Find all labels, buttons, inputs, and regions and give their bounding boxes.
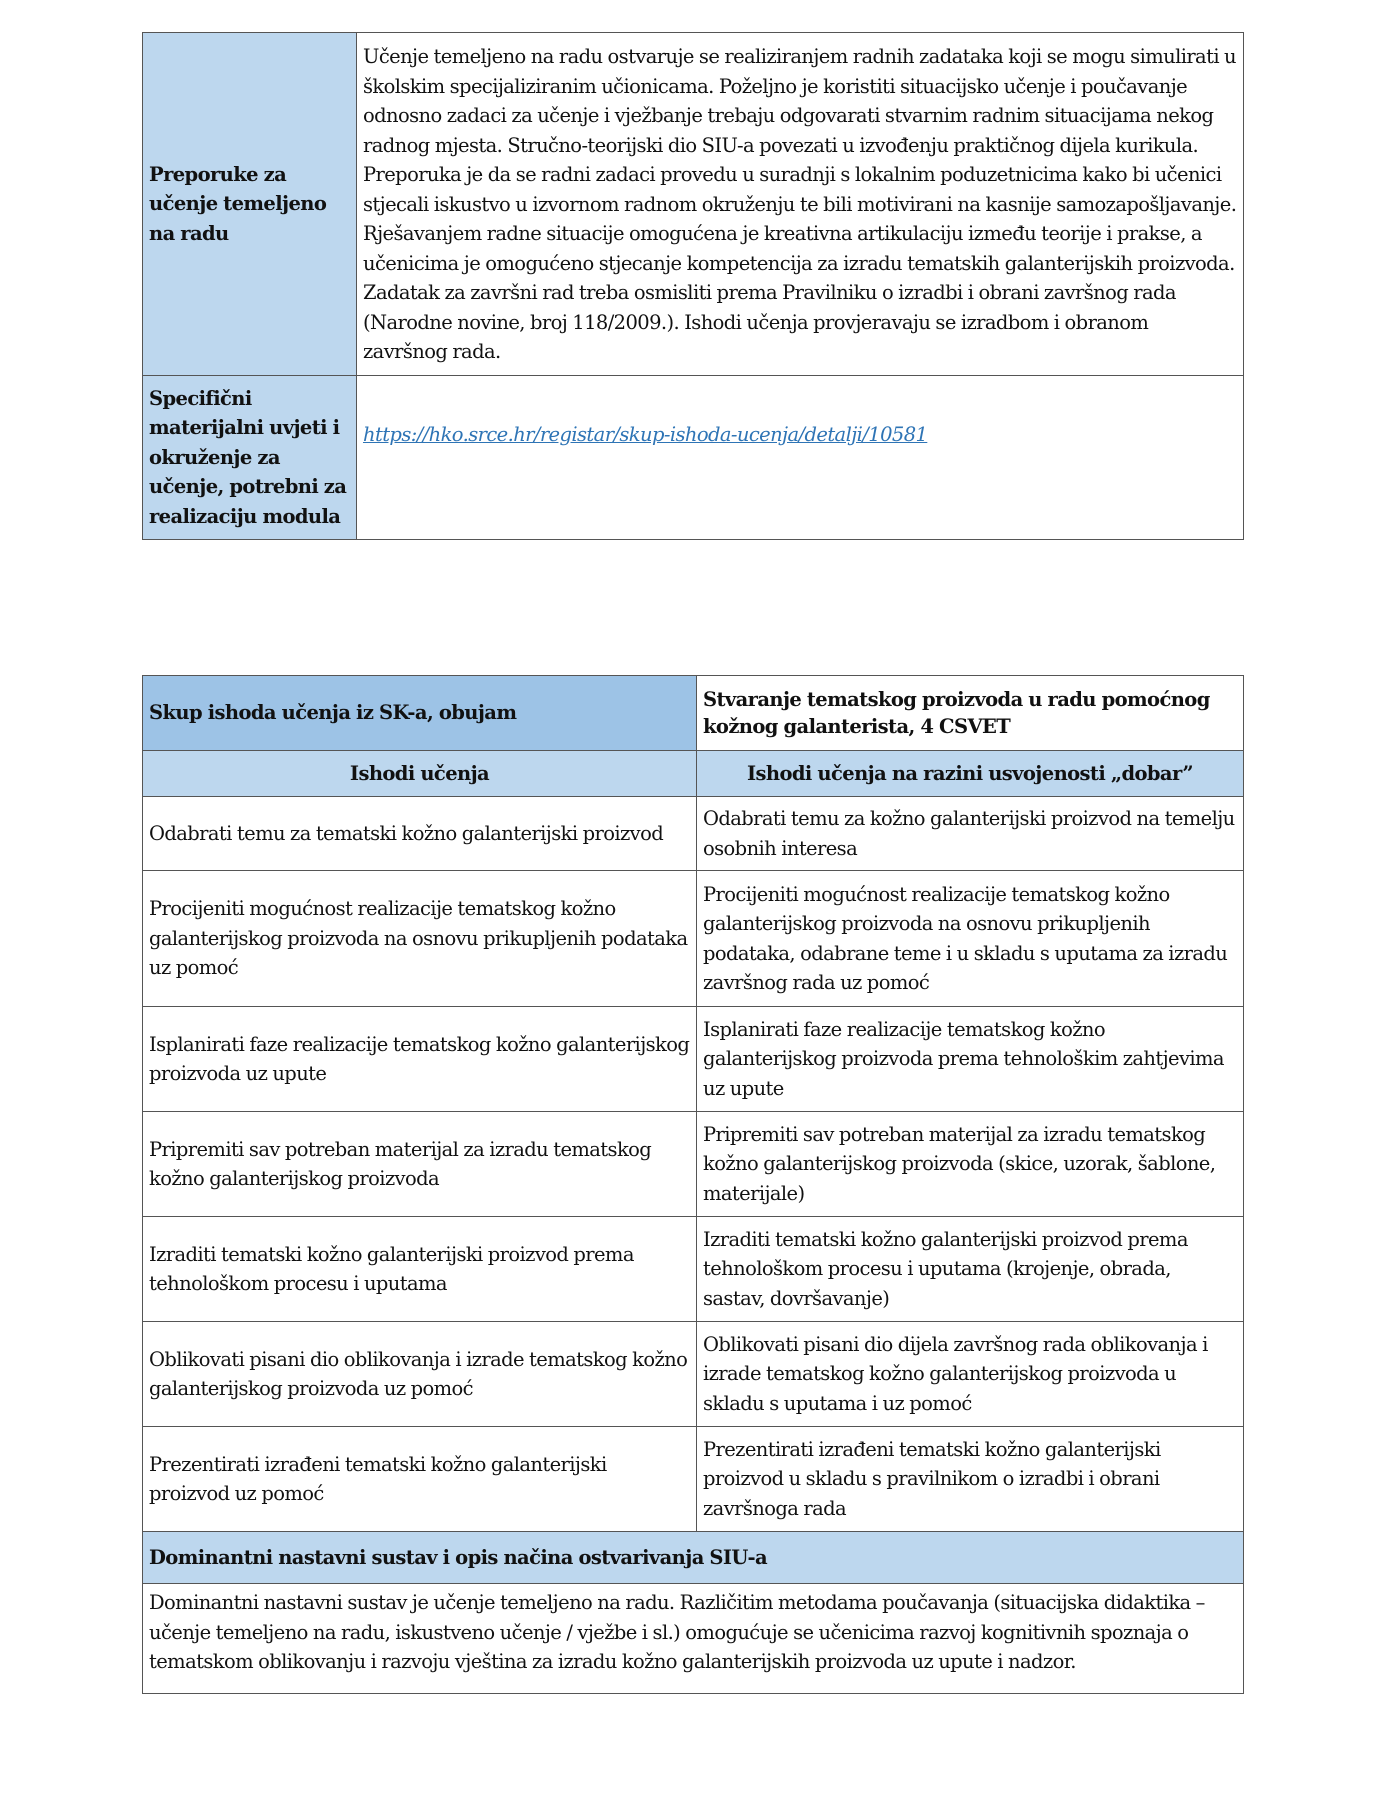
outcome-good-cell: Odabrati temu za kožno galanterijski proizvod na temelju osobnih interesa [697, 797, 1244, 871]
outcome-good-cell: Pripremiti sav potreban materijal za izradu tematskog kožno galanterijskog proizvoda (skice, uzorak, šablone, materijale) [697, 1112, 1244, 1217]
learning-outcomes-table [142, 675, 1244, 751]
table-row [143, 797, 1244, 871]
outcome-good-cell: Oblikovati pisani dio dijela završnog rada oblikovanja i izrade tematskog kožno galanterijskog proizvoda u skladu s uputama i uz pomoć [697, 1322, 1244, 1427]
section-header-row [143, 1532, 1244, 1584]
outcome-cell: Pripremiti sav potreban materijal za izradu tematskog kožno galanterijskog proizvoda [143, 1112, 697, 1217]
outcome-cell: Procijeniti mogućnost realizacije tematskog kožno galanterijskog proizvoda na osnovu prikupljenih podataka uz pomoć [143, 871, 697, 1007]
column-header-outcomes-good: Ishodi učenja na razini usvojenosti „dobar” [697, 751, 1244, 797]
column-header-row [143, 751, 1244, 797]
table-row [143, 1427, 1244, 1532]
module-info-table [142, 32, 1244, 540]
outcome-cell: Oblikovati pisani dio oblikovanja i izrade tematskog kožno galanterijskog proizvoda uz pomoć [143, 1322, 697, 1427]
row-label-material-conditions: Specifični materijalni uvjeti i okruženje za učenje, potrebni za realizaciju modula [143, 376, 357, 540]
section-text-row [143, 1584, 1244, 1694]
outcome-good-cell: Prezentirati izrađeni tematski kožno galanterijski proizvod u skladu s pravilnikom o izradbi i obrani završnoga rada [697, 1427, 1244, 1532]
outcome-set-value-text: Stvaranje tematskog proizvoda u radu pomoćnog kožnog galanterista, 4 CSVET [703, 688, 1210, 738]
learning-outcomes-body [142, 750, 1244, 1694]
outcome-set-value [697, 676, 1244, 751]
table-row [143, 1007, 1244, 1112]
outcome-cell: Isplanirati faze realizacije tematskog kožno galanterijskog proizvoda uz upute [143, 1007, 697, 1112]
section-text: Dominantni nastavni sustav je učenje temeljeno na radu. Različitim metodama poučavanja (situacijska didaktika – učenje temeljeno na radu, iskustveno učenje / vježbe i sl.) omogućuje se učenicima razvoj kognitivnih spoznaja o tematskom oblikovanju i razvoju vještina za izradu kožno galanterijskih proizvoda uz upute i nadzor. [143, 1584, 1244, 1694]
outcome-cell: Odabrati temu za tematski kožno galanterijski proizvod [143, 797, 697, 871]
table-row [143, 1322, 1244, 1427]
row-label-wbl-recommendations: Preporuke za učenje temeljeno na radu [143, 33, 357, 376]
hko-register-link[interactable]: https://hko.srce.hr/registar/skup-ishoda-ucenja/detalji/10581 [363, 423, 928, 446]
outcome-cell: Prezentirati izrađeni tematski kožno galanterijski proizvod uz pomoć [143, 1427, 697, 1532]
table-row [143, 1112, 1244, 1217]
outcome-set-header-row [143, 676, 1244, 751]
outcome-good-cell: Izraditi tematski kožno galanterijski proizvod prema tehnološkom procesu i uputama (krojenje, obrada, sastav, dovršavanje) [697, 1217, 1244, 1322]
table-row [143, 376, 1244, 540]
table-row [143, 1217, 1244, 1322]
section-title: Dominantni nastavni sustav i opis načina ostvarivanja SIU-a [143, 1532, 1244, 1584]
row-content-wbl-recommendations: Učenje temeljeno na radu ostvaruje se realiziranjem radnih zadataka koji se mogu simulirati u školskim specijaliziranim učionicama. Poželjno je koristiti situacijsko učenje i poučavanje odnosno zadaci za učenje i vježbanje trebaju odgovarati stvarnim radnim situacijama nekog radnog mjesta. Stručno-teorijski dio SIU-a povezati u izvođenju praktičnog dijela kurikula. Preporuka je da se radni zadaci provedu u suradnji s lokalnim poduzetnicima kako bi učenici stjecali iskustvo u izvornom radnom okruženju te bili motivirani na kasnije samozapošljavanje. Rješavanjem radne situacije omogućena je kreativna artikulaciju između teorije i prakse, a učenicima je omogućeno stjecanje kompetencija za izradu tematskih galanterijskih proizvoda. Zadatak za završni rad treba osmisliti prema Pravilniku o izradbi i obrani završnog rada (Narodne novine, broj 118/2009.). Ishodi učenja provjeravaju se izradbom i obranom završnog rada. [357, 33, 1244, 376]
table-row [143, 33, 1244, 376]
outcome-cell: Izraditi tematski kožno galanterijski proizvod prema tehnološkom procesu i uputama [143, 1217, 697, 1322]
outcome-set-label-text: Skup ishoda učenja iz SK-a, obujam [149, 701, 517, 725]
outcome-good-cell: Isplanirati faze realizacije tematskog kožno galanterijskog proizvoda prema tehnološkim zahtjevima uz upute [697, 1007, 1244, 1112]
outcome-set-label [143, 676, 697, 751]
table-row [143, 871, 1244, 1007]
outcome-good-cell: Procijeniti mogućnost realizacije tematskog kožno galanterijskog proizvoda na osnovu prikupljenih podataka, odabrane teme i u skladu s uputama za izradu završnog rada uz pomoć [697, 871, 1244, 1007]
row-content-material-conditions [357, 376, 1244, 540]
column-header-outcomes: Ishodi učenja [143, 751, 697, 797]
